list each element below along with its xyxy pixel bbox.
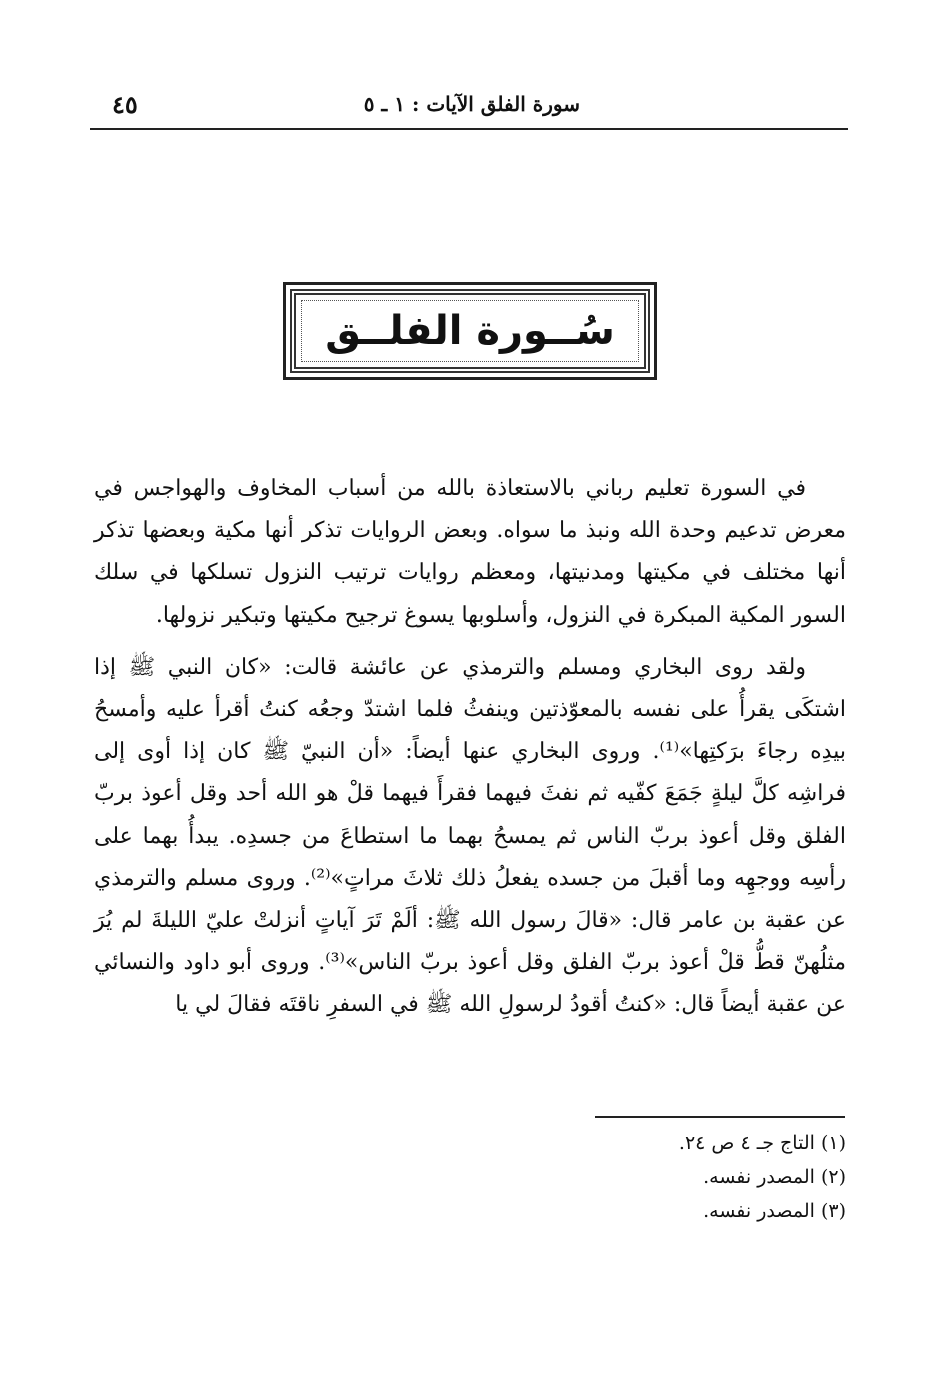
footnote-3: (٣) المصدر نفسه. [703,1200,846,1222]
surah-title-frame-inner [290,289,650,373]
footnote-2: (٢) المصدر نفسه. [703,1166,846,1188]
footnote-1: (١) التاج جـ ٤ ص ٢٤. [678,1132,846,1154]
paragraph-2: ولقد روى البخاري ومسلم والترمذي عن عائشة قالت: «كان النبي ﷺ إذا اشتكَى يقرأُ على نفسه بالمعوّذتين وينفثُ فلما اشتدّ وجعُه كنتُ أقرأ عليه وأمسحُ بيدِه رجاءَ برَكتِها»⁽¹⁾. وروى البخاري عنها أيضاً: «أن النبيّ ﷺ كان إذا أوى إلى فراشِه كلَّ ليلةٍ جَمَعَ كفّيه ثم نفثَ فيهما فقرأَ فيهما قلْ هو الله أحد وقل أعوذ بربّ الفلق وقل أعوذ بربّ الناس ثم يمسحُ بهما ما استطاعَ من جسدِه. يبدأُ بهما على رأسِه ووجهِه وما أقبلَ من جسده يفعلُ ذلك ثلاثَ مراتٍ»⁽²⁾. وروى مسلم والترمذي عن عقبة بن عامر قال: «قالَ رسول الله ﷺ: ألَمْ تَرَ آياتٍ أنزلتْ عليّ الليلةَ لم يُرَ مثلُهنّ قطُّ قلْ أعوذ بربّ الفلق وقل أعوذ بربّ الناس»⁽³⁾. وروى أبو داود والنسائي عن عقبة أيضاً قال: «كنتُ أقودُ لرسولِ الله ﷺ في السفرِ ناقتَه فقالَ لي يا [94,654,846,1018]
running-header [90,88,848,130]
surah-title-frame [283,282,657,380]
body-text [94,468,846,1027]
footnote-divider [595,1116,845,1118]
footnotes [446,1126,846,1228]
running-title: سورة الفلق الآيات : ١ ـ ٥ [363,92,580,116]
paragraph-1: في السورة تعليم رباني بالاستعاذة بالله من أسباب المخاوف والهواجس في معرض تدعيم وحدة الله ونبذ ما سواه. وبعض الروايات تذكر أنها مكية وبعضها تذكر أنها مختلف في مكيتها ومدنيتها، ومعظم روايات ترتيب النزول تسلكها في سلك السور المكية المبكرة في النزول، وأسلوبها يسوغ ترجيح مكيتها وتبكير نزولها. [94,476,846,628]
surah-title: سُــورة الفلــق [325,308,615,354]
page-number: ٤٥ [112,90,138,119]
